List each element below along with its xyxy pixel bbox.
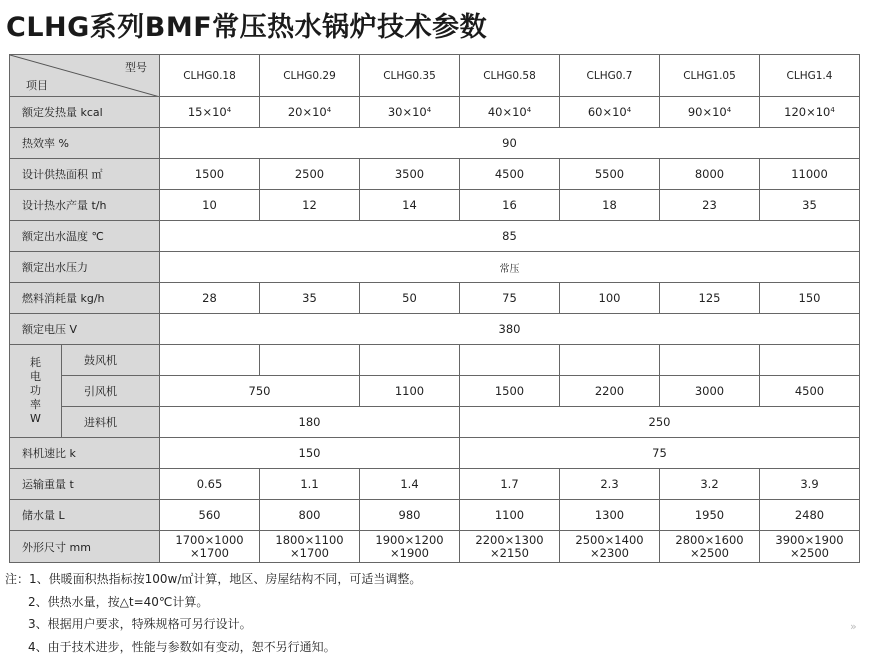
table-cell: 1500 — [160, 159, 260, 190]
table-cell: 180 — [160, 407, 460, 438]
table-cell — [160, 345, 260, 376]
table-cell — [360, 345, 460, 376]
table-cell: 3500 — [360, 159, 460, 190]
row-label: 热效率 % — [10, 128, 160, 159]
note-line — [5, 568, 421, 591]
table-cell: 380 — [160, 314, 860, 345]
table-cell: 75 — [460, 283, 560, 314]
table-cell: 800 — [260, 500, 360, 531]
table-cell: 1100 — [360, 376, 460, 407]
table-row — [10, 128, 860, 159]
table-row — [10, 531, 860, 563]
table-cell: 12 — [260, 190, 360, 221]
table-cell: 3.9 — [760, 469, 860, 500]
table-header-row — [10, 55, 860, 97]
table-cell — [660, 345, 760, 376]
table-cell: 2.3 — [560, 469, 660, 500]
row-label: 外形尺寸 mm — [10, 531, 160, 563]
table-cell: 150 — [760, 283, 860, 314]
table-cell: 28 — [160, 283, 260, 314]
table-cell: 2500×1400 ×2300 — [560, 531, 660, 563]
row-label: 额定出水温度 ℃ — [10, 221, 160, 252]
header-item-label: 项目 — [26, 77, 48, 93]
table-cell: 1900×1200 ×1900 — [360, 531, 460, 563]
table-row — [10, 159, 860, 190]
row-label: 运输重量 t — [10, 469, 160, 500]
table-cell: 35 — [760, 190, 860, 221]
table-row — [10, 469, 860, 500]
table-cell: 18 — [560, 190, 660, 221]
model-header: CLHG1.4 — [760, 55, 860, 97]
notes-section — [5, 568, 421, 658]
model-header: CLHG1.05 — [660, 55, 760, 97]
note-item: 3、根据用户要求，特殊规格可另行设计。 — [28, 617, 252, 631]
table-cell: 5500 — [560, 159, 660, 190]
table-cell: 75 — [460, 438, 860, 469]
table-cell: $15\times 10^4$ — [160, 97, 260, 128]
table-row — [10, 314, 860, 345]
model-header: CLHG0.29 — [260, 55, 360, 97]
note-line — [5, 591, 421, 614]
table-cell: 2500 — [260, 159, 360, 190]
table-cell: 560 — [160, 500, 260, 531]
table-cell: 2480 — [760, 500, 860, 531]
table-cell: 1500 — [460, 376, 560, 407]
power-category-label: 耗电功率W — [10, 345, 62, 438]
note-line — [5, 613, 421, 636]
row-label: 额定出水压力 — [10, 252, 160, 283]
table-cell: 10 — [160, 190, 260, 221]
model-header: CLHG0.35 — [360, 55, 460, 97]
row-label: 料机速比 k — [10, 438, 160, 469]
table-cell: 150 — [160, 438, 460, 469]
row-label: 鼓风机 — [62, 345, 160, 376]
row-label: 进料机 — [62, 407, 160, 438]
table-cell: 1.4 — [360, 469, 460, 500]
header-corner-cell — [10, 55, 160, 97]
table-cell: 3900×1900 ×2500 — [760, 531, 860, 563]
table-cell: 常压 — [160, 252, 860, 283]
table-cell: 2200×1300 ×2150 — [460, 531, 560, 563]
row-label: 设计供热面积 ㎡ — [10, 159, 160, 190]
table-cell: 35 — [260, 283, 360, 314]
note-line — [5, 636, 421, 658]
table-row — [10, 345, 860, 376]
table-row — [10, 438, 860, 469]
table-row — [10, 376, 860, 407]
table-row — [10, 190, 860, 221]
table-cell: 125 — [660, 283, 760, 314]
table-cell — [760, 345, 860, 376]
table-row — [10, 221, 860, 252]
row-label: 设计热水产量 t/h — [10, 190, 160, 221]
table-cell: 4500 — [760, 376, 860, 407]
table-row — [10, 407, 860, 438]
table-cell: 1950 — [660, 500, 760, 531]
table-cell: 11000 — [760, 159, 860, 190]
table-cell: 0.65 — [160, 469, 260, 500]
table-cell: 16 — [460, 190, 560, 221]
page-title: CLHG系列BMF常压热水锅炉技术参数 — [6, 5, 487, 44]
table-cell — [460, 345, 560, 376]
table-cell — [560, 345, 660, 376]
table-cell: $90\times 10^4$ — [660, 97, 760, 128]
table-cell: 23 — [660, 190, 760, 221]
model-header: CLHG0.58 — [460, 55, 560, 97]
table-cell: 3000 — [660, 376, 760, 407]
table-cell: $120\times 10^4$ — [760, 97, 860, 128]
table-cell — [260, 345, 360, 376]
note-item: 2、供热水量，按△t=40℃计算。 — [28, 595, 208, 609]
row-label: 引风机 — [62, 376, 160, 407]
table-cell: 4500 — [460, 159, 560, 190]
table-cell: 85 — [160, 221, 860, 252]
note-item: 4、由于技术进步，性能与参数如有变动，恕不另行通知。 — [28, 640, 336, 654]
notes-prefix: 注： — [5, 572, 29, 586]
table-cell: 2800×1600 ×2500 — [660, 531, 760, 563]
row-label: 储水量 L — [10, 500, 160, 531]
row-label: 额定发热量 kcal — [10, 97, 160, 128]
table-cell: 100 — [560, 283, 660, 314]
table-cell: 750 — [160, 376, 360, 407]
table-cell: 1100 — [460, 500, 560, 531]
header-model-label: 型号 — [125, 59, 147, 75]
table-cell: 90 — [160, 128, 860, 159]
table-cell: 1300 — [560, 500, 660, 531]
table-cell: $40\times 10^4$ — [460, 97, 560, 128]
table-cell: $30\times 10^4$ — [360, 97, 460, 128]
table-cell: 1.7 — [460, 469, 560, 500]
table-cell: $20\times 10^4$ — [260, 97, 360, 128]
table-row — [10, 252, 860, 283]
table-row — [10, 283, 860, 314]
table-cell: 980 — [360, 500, 460, 531]
row-label: 额定电压 V — [10, 314, 160, 345]
row-label: 燃料消耗量 kg/h — [10, 283, 160, 314]
spec-table — [9, 54, 860, 563]
table-cell: 8000 — [660, 159, 760, 190]
table-cell: 14 — [360, 190, 460, 221]
table-cell: 50 — [360, 283, 460, 314]
model-header: CLHG0.7 — [560, 55, 660, 97]
note-item: 1、供暖面积热指标按100w/㎡计算，地区、房屋结构不同，可适当调整。 — [29, 572, 421, 586]
table-cell: 1700×1000 ×1700 — [160, 531, 260, 563]
table-row — [10, 97, 860, 128]
table-cell: 3.2 — [660, 469, 760, 500]
model-header: CLHG0.18 — [160, 55, 260, 97]
table-cell: 1800×1100 ×1700 — [260, 531, 360, 563]
table-row — [10, 500, 860, 531]
table-cell: 2200 — [560, 376, 660, 407]
table-cell: 1.1 — [260, 469, 360, 500]
table-cell: $60\times 10^4$ — [560, 97, 660, 128]
table-cell: 250 — [460, 407, 860, 438]
double-chevron-right-icon[interactable]: » — [850, 620, 857, 633]
